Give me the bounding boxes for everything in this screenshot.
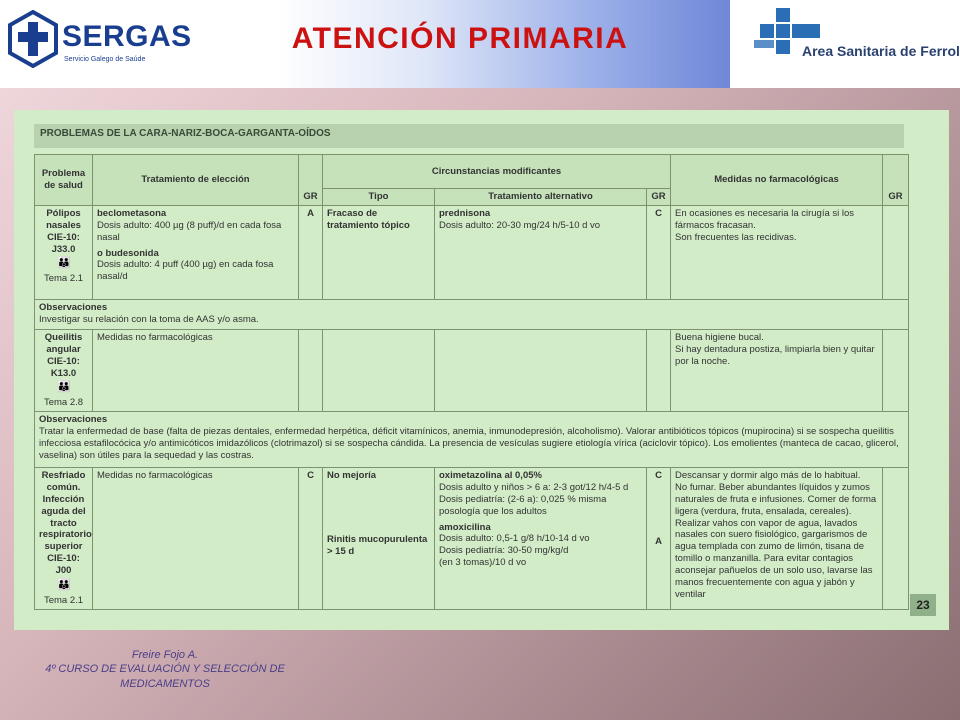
- observations-cell: [35, 299, 909, 329]
- cie-code: CIE-10: K13.0: [47, 355, 80, 379]
- problem-name: Resfriado común. Infección aguda del tracto respiratorio superior: [39, 470, 92, 553]
- gr-cell: A: [299, 205, 323, 299]
- drug-dose: Dosis adulto: 0,5-1 g/8 h/10-14 d vo Dosis pediatría: 30-50 mg/kg/d (en 3 tomas)/10 d vo: [439, 533, 590, 569]
- drug-name: oximetazolina al 0,05%: [439, 470, 542, 481]
- gr-cell: [883, 205, 909, 299]
- scanned-table-page: [14, 110, 949, 630]
- gr-cell: [299, 329, 323, 411]
- drug-dose: Dosis adulto y niños > 6 a: 2-3 got/12 h/4-5 d Dosis pediatría: (2-6 a): 0,025 % misma posología que los adultos: [439, 481, 629, 517]
- header-gr: GR: [299, 155, 323, 206]
- problem-cell: [35, 468, 93, 610]
- sergas-subtitle: Servicio Galego de Saúde: [64, 56, 146, 63]
- drug-dose: Dosis adulto: 400 µg (8 puff)/d en cada fosa nasal: [97, 219, 282, 243]
- drug-dose: Dosis adulto: 20-30 mg/24 h/5-10 d vo: [439, 219, 601, 231]
- footer-course: 4º CURSO DE EVALUACIÓN Y SELECCIÓN DE MEDICAMENTOS: [45, 663, 285, 690]
- sergas-logo-icon: [8, 10, 58, 68]
- problem-name: Queilitis angular: [44, 331, 83, 355]
- gr-cell: [647, 468, 671, 610]
- tema-ref: Tema 2.1: [43, 273, 84, 285]
- cie-code: CIE-10: J33.0: [47, 231, 80, 255]
- table-row: [35, 205, 909, 299]
- tema-ref: Tema 2.8: [43, 397, 84, 409]
- tema-ref: Tema 2.1: [43, 594, 84, 606]
- table-section-title: PROBLEMAS DE LA CARA-NARIZ-BOCA-GARGANTA-OÍDOS: [34, 124, 904, 148]
- observations-title: Observaciones: [39, 414, 108, 425]
- table-row: [35, 329, 909, 411]
- type-cell: Fracaso de tratamiento tópico: [323, 205, 435, 299]
- alt-treatment-cell: [435, 205, 647, 299]
- alt-treatment-cell: [435, 468, 647, 610]
- type-label: No mejoría: [327, 470, 377, 481]
- drug-name: o budesonida: [97, 247, 159, 259]
- drug-name: prednisona: [439, 207, 491, 219]
- observations-cell: [35, 412, 909, 468]
- table-row: [35, 468, 909, 610]
- cie-code: CIE-10: J00: [47, 553, 80, 576]
- non-pharm-cell: Descansar y dormir algo más de lo habitual. No fumar. Beber abundantes líquidos y zumos naturales de fruta e infusiones. Comer de forma ligera (verdura, fruta, ensalada, cereales). Realizar vahos con vapor de agua, lavados nasales con suero fisiológico, gargarismos de agua templada con zumo de limón, tisana de tomillo o manzanilla. Para evitar contagios aconsejar pañuelos de un solo uso, lavarse las manos frecuentemente con agua y jabón y ventilar: [671, 468, 883, 610]
- sergas-name: SERGAS: [62, 20, 192, 53]
- drug-name: beclometasona: [97, 207, 167, 219]
- header-non-pharm: Medidas no farmacológicas: [671, 155, 883, 206]
- slide-footer: [0, 648, 330, 691]
- population-icon: 👪: [57, 381, 70, 394]
- header-gr-2: GR: [883, 155, 909, 206]
- slide-header: [0, 0, 960, 88]
- gr-cell: [647, 329, 671, 411]
- type-cell: [323, 329, 435, 411]
- observations-text: Tratar la enfermedad de base (falta de piezas dentales, enfermedad herpética, déficit vitamínicos, anemia, inmunodepresión, alcoholismo). Valorar antibióticos tópicos (mupirocina) si se sospecha queilitis infecciosa estafilocócica y/o antimicóticos imidazólicos (clotrimazol) si se sospecha cándida. La presencia de vesículas sugiere etiología vírica (aciclovir tópico). Los emolientes (manteca de cacao, glicerol, vaselina) son útiles para la sequedad y las costras.: [39, 425, 899, 461]
- treatment-cell: [93, 205, 299, 299]
- alt-treatment-cell: [435, 329, 647, 411]
- non-pharm-cell: Buena higiene bucal. Si hay dentadura postiza, limpiarla bien y quitar por la noche.: [671, 329, 883, 411]
- observations-text: Investigar su relación con la toma de AAS y/o asma.: [39, 313, 259, 325]
- problem-cell: [35, 329, 93, 411]
- header-type: Tipo: [323, 189, 435, 206]
- area-sanitaria-name: Area Sanitaria de Ferrol: [802, 43, 960, 59]
- footer-author: Freire Fojo A.: [131, 649, 199, 661]
- gr-cell: [883, 468, 909, 610]
- type-cell: [323, 468, 435, 610]
- observations-row: [35, 412, 909, 468]
- treatment-cell: Medidas no farmacológicas: [93, 468, 299, 610]
- treatment-cell: Medidas no farmacológicas: [93, 329, 299, 411]
- slide-title: ATENCIÓN PRIMARIA: [291, 22, 629, 55]
- header-alt-treatment: Tratamiento alternativo: [435, 189, 647, 206]
- header-treatment: Tratamiento de elección: [93, 155, 299, 206]
- population-icon: 👪: [57, 578, 70, 591]
- header-circumstances: Circunstancias modificantes: [323, 155, 671, 189]
- observations-row: [35, 299, 909, 329]
- observations-title: Observaciones: [39, 301, 108, 313]
- page-number: 23: [910, 594, 936, 616]
- treatment-table: [34, 154, 909, 610]
- drug-name: amoxicilina: [439, 521, 491, 533]
- population-icon: 👪: [57, 257, 70, 270]
- header-gr-3: GR: [647, 189, 671, 206]
- problem-name: Pólipos nasales: [46, 207, 81, 231]
- gr-cell: C: [647, 205, 671, 299]
- gr-value: C: [655, 470, 662, 481]
- non-pharm-cell: En ocasiones es necesaria la cirugía si los fármacos fracasan. Son frecuentes las recidivas.: [671, 205, 883, 299]
- problem-cell: [35, 205, 93, 299]
- header-problem: Problema de salud: [35, 155, 93, 206]
- gr-cell: [883, 329, 909, 411]
- gr-value: A: [655, 535, 662, 547]
- gr-cell: C: [299, 468, 323, 610]
- drug-dose: Dosis adulto: 4 puff (400 µg) en cada fosa nasal/d: [97, 259, 274, 283]
- type-label: Rinitis mucopurulenta > 15 d: [327, 533, 428, 557]
